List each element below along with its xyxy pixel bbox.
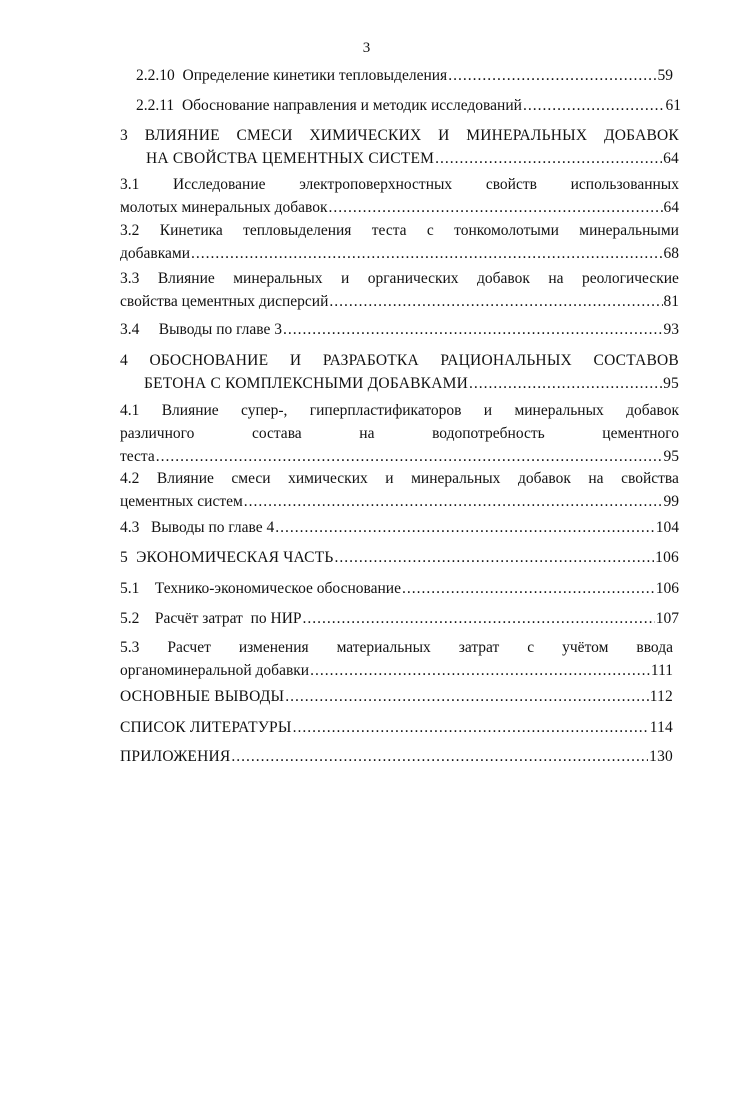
toc-title: Определение кинетики тепловыделения (182, 67, 448, 84)
toc-title: БЕТОНА С КОМПЛЕКСНЫМИ ДОБАВКАМИ (144, 375, 468, 392)
toc-page: 107 (655, 610, 679, 627)
toc-title: Обоснование направления и методик исследований (181, 97, 522, 114)
toc-entry-5-3[interactable]: 5.3 Расчет изменения материальных затрат с учётом ввода органоминеральной добавки ..... 111 (120, 636, 673, 682)
toc-entry-3-1[interactable]: 3.1 Исследование электроповерхностных свойств использованных молотых минеральных добавок ..... 64 (120, 173, 679, 219)
dot-leader (244, 490, 663, 513)
toc-title: Выводы по главе 4 (151, 519, 275, 536)
toc-number: 4.3 (120, 519, 140, 536)
toc-page: 64 (663, 150, 679, 167)
toc-title: добавками (120, 245, 190, 262)
toc-title: Расчёт затрат по НИР (154, 610, 302, 627)
dot-leader (275, 516, 654, 539)
dot-leader (448, 64, 656, 87)
toc-number: 4 (120, 352, 128, 369)
toc-page: 112 (649, 688, 673, 705)
toc-page: 111 (650, 662, 673, 679)
toc-title: цементных систем (120, 493, 243, 510)
toc-page: 61 (665, 97, 681, 114)
toc-page: 106 (655, 549, 679, 566)
toc-title: органоминеральной добавки (120, 662, 310, 679)
toc-title: ЭКОНОМИЧЕСКАЯ ЧАСТЬ (136, 549, 334, 566)
toc-entry-conclusions[interactable] (120, 685, 673, 708)
toc-title: молотых минеральных добавок (120, 199, 328, 216)
toc-number: 3 (120, 127, 128, 144)
dot-leader (334, 546, 654, 569)
toc-page: 93 (663, 321, 679, 338)
dot-leader (156, 445, 663, 468)
toc-page: 95 (663, 448, 679, 465)
toc-entry-5[interactable] (120, 546, 679, 569)
dot-leader (303, 607, 655, 630)
toc-page: 59 (657, 67, 673, 84)
toc-page: 95 (663, 375, 679, 392)
toc-number: 4.1 (120, 402, 140, 419)
toc-number: 3.1 (120, 176, 140, 193)
toc-entry-5-1[interactable] (120, 577, 679, 600)
toc-number: 5.1 (120, 580, 140, 597)
toc-title: свойства цементных дисперсий (120, 293, 329, 310)
toc-page: 81 (663, 293, 679, 310)
toc-title: СПИСОК ЛИТЕРАТУРЫ (120, 719, 292, 736)
page-number: 3 (362, 40, 371, 56)
dot-leader (435, 147, 662, 170)
dot-leader (231, 745, 648, 768)
toc-title: Выводы по главе 3 (158, 321, 283, 338)
toc-title: Технико-экономическое обоснование (154, 580, 401, 597)
toc-number: 2.2.10 (136, 67, 175, 84)
dot-leader (523, 94, 665, 117)
toc-number: 3.2 (120, 222, 140, 239)
toc-entry-3-4[interactable] (120, 318, 679, 341)
dot-leader (402, 577, 655, 600)
toc-page: 99 (663, 493, 679, 510)
dot-leader (285, 685, 649, 708)
toc-page: 130 (649, 748, 673, 765)
toc-entry-4[interactable]: 4 ОБОСНОВАНИЕ И РАЗРАБОТКА РАЦИОНАЛЬНЫХ СОСТАВОВ БЕТОНА С КОМПЛЕКСНЫМИ ДОБАВКАМИ ..... 95 (120, 349, 679, 395)
toc-number: 5 (120, 549, 128, 566)
dot-leader (329, 290, 662, 313)
toc-number: 2.2.11 (136, 97, 175, 114)
dot-leader (310, 659, 650, 682)
toc-entry-3-3[interactable]: 3.3 Влияние минеральных и органических добавок на реологические свойства цементных дисперсий ..... 81 (120, 267, 679, 313)
toc-title: ПРИЛОЖЕНИЯ (120, 748, 231, 765)
toc-number: 4.2 (120, 470, 140, 487)
toc-title: ОСНОВНЫЕ ВЫВОДЫ (120, 688, 285, 705)
toc-entry-4-2[interactable]: 4.2 Влияние смеси химических и минеральных добавок на свойства цементных систем ..... 99 (120, 467, 679, 513)
toc-number: 3.4 (120, 321, 140, 338)
toc-title: теста (120, 448, 155, 465)
toc-page: 68 (663, 245, 679, 262)
toc-entry-5-2[interactable] (120, 607, 679, 630)
toc-entry-2-2-11[interactable] (136, 94, 681, 117)
toc-entry-references[interactable] (120, 716, 673, 739)
toc-entry-appendices[interactable] (120, 745, 673, 768)
toc-page: 114 (649, 719, 673, 736)
toc-title: НА СВОЙСТВА ЦЕМЕНТНЫХ СИСТЕМ (146, 150, 435, 167)
dot-leader (191, 242, 663, 265)
toc-number: 5.3 (120, 639, 140, 656)
toc-page: 106 (655, 580, 679, 597)
toc-entry-2-2-10[interactable] (136, 64, 673, 87)
toc-page: 104 (655, 519, 679, 536)
toc-entry-4-3[interactable] (120, 516, 679, 539)
toc-entry-3[interactable]: 3 ВЛИЯНИЕ СМЕСИ ХИМИЧЕСКИХ И МИНЕРАЛЬНЫХ ДОБАВОК НА СВОЙСТВА ЦЕМЕНТНЫХ СИСТЕМ ..... 64 (120, 124, 679, 170)
toc-number: 5.2 (120, 610, 140, 627)
dot-leader (329, 196, 663, 219)
toc-entry-4-1[interactable]: 4.1 Влияние супер-, гиперпластификаторов и минеральных добавок различного состава на водопотребность цементного теста ..... 95 (120, 399, 679, 468)
dot-leader (283, 318, 662, 341)
dot-leader (469, 372, 662, 395)
toc-entry-3-2[interactable]: 3.2 Кинетика тепловыделения теста с тонкомолотыми минеральными добавками ..... 68 (120, 219, 679, 265)
toc-page: 64 (663, 199, 679, 216)
dot-leader (293, 716, 649, 739)
toc-number: 3.3 (120, 270, 140, 287)
